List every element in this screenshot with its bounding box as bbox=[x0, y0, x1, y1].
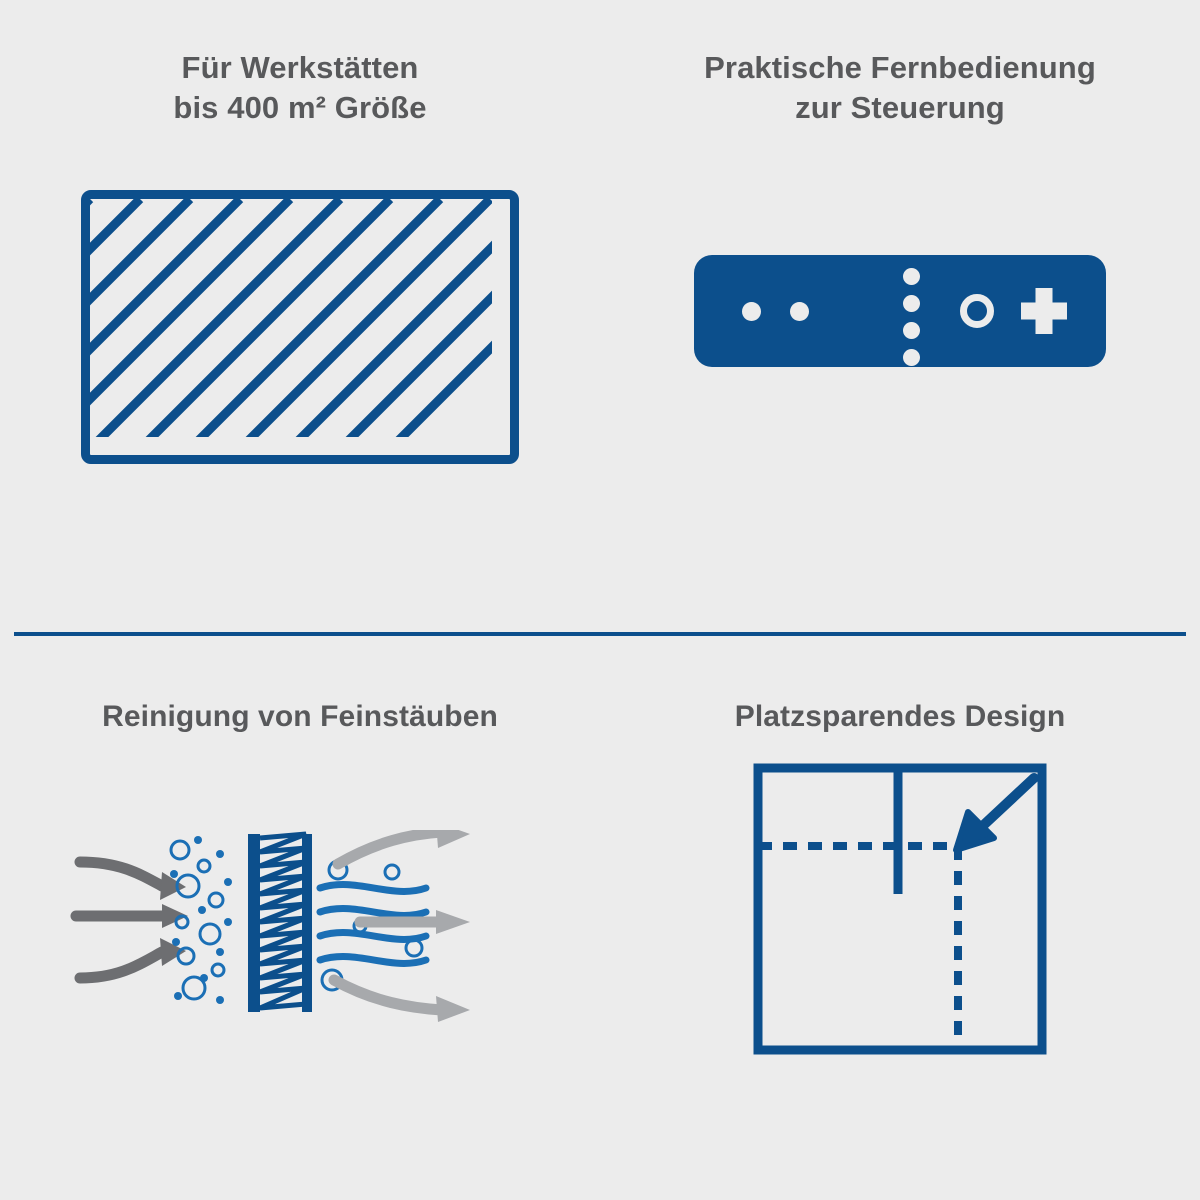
panel-bottom-right-title-line1: Platzsparendes Design bbox=[734, 700, 1066, 733]
panel-top-left-title-line2: bis 400 m² Größe bbox=[173, 89, 427, 125]
space-saving-diagram bbox=[750, 760, 1050, 1070]
panel-top-left-title-line1: Für Werkstätten bbox=[181, 50, 419, 85]
panel-bottom-right bbox=[600, 640, 1200, 1200]
panel-top-right-title-line2: zur Steuerung bbox=[795, 89, 1005, 125]
remote-plus-icon bbox=[1021, 288, 1067, 334]
outgoing-arrows bbox=[334, 832, 442, 1010]
panel-bottom-left bbox=[0, 640, 600, 1200]
panel-top-right-title-line1: Praktische Fernbedienung bbox=[704, 50, 1096, 85]
incoming-arrows bbox=[76, 862, 162, 978]
panel-bottom-right-title bbox=[600, 640, 1200, 736]
remote-control-icon bbox=[600, 255, 1200, 367]
section-divider bbox=[14, 632, 1186, 636]
wall-mount-corner-icon bbox=[600, 760, 1200, 1070]
panel-top-left bbox=[0, 0, 600, 620]
panel-bottom-left-title-line1: Reinigung von Feinstäuben bbox=[102, 700, 498, 733]
airflow-diagram bbox=[70, 830, 530, 1060]
pleated-filter bbox=[248, 834, 312, 1012]
panel-top-right bbox=[600, 0, 1200, 620]
panel-top-right-title bbox=[600, 0, 1200, 127]
remote-column-dot-3 bbox=[903, 322, 920, 339]
panel-bottom-left-title bbox=[0, 640, 600, 736]
filter-box bbox=[81, 190, 519, 464]
remote-button-dot-2 bbox=[790, 302, 809, 321]
remote-column-dot-1 bbox=[903, 268, 920, 285]
remote-button-dot-1 bbox=[742, 302, 761, 321]
airflow-dust-filter-icon bbox=[0, 830, 600, 1060]
remote-power-ring bbox=[960, 294, 994, 328]
panel-top-left-title bbox=[0, 0, 600, 127]
remote-body bbox=[694, 255, 1106, 367]
incoming-arrowheads bbox=[160, 872, 188, 966]
hatched-filter-panel-icon bbox=[0, 190, 600, 464]
remote-column-dot-2 bbox=[903, 295, 920, 312]
corner-arrow bbox=[956, 778, 1034, 850]
filter-hatching bbox=[90, 199, 492, 437]
outgoing-arrowheads bbox=[436, 830, 470, 1022]
remote-column-dot-4 bbox=[903, 349, 920, 366]
